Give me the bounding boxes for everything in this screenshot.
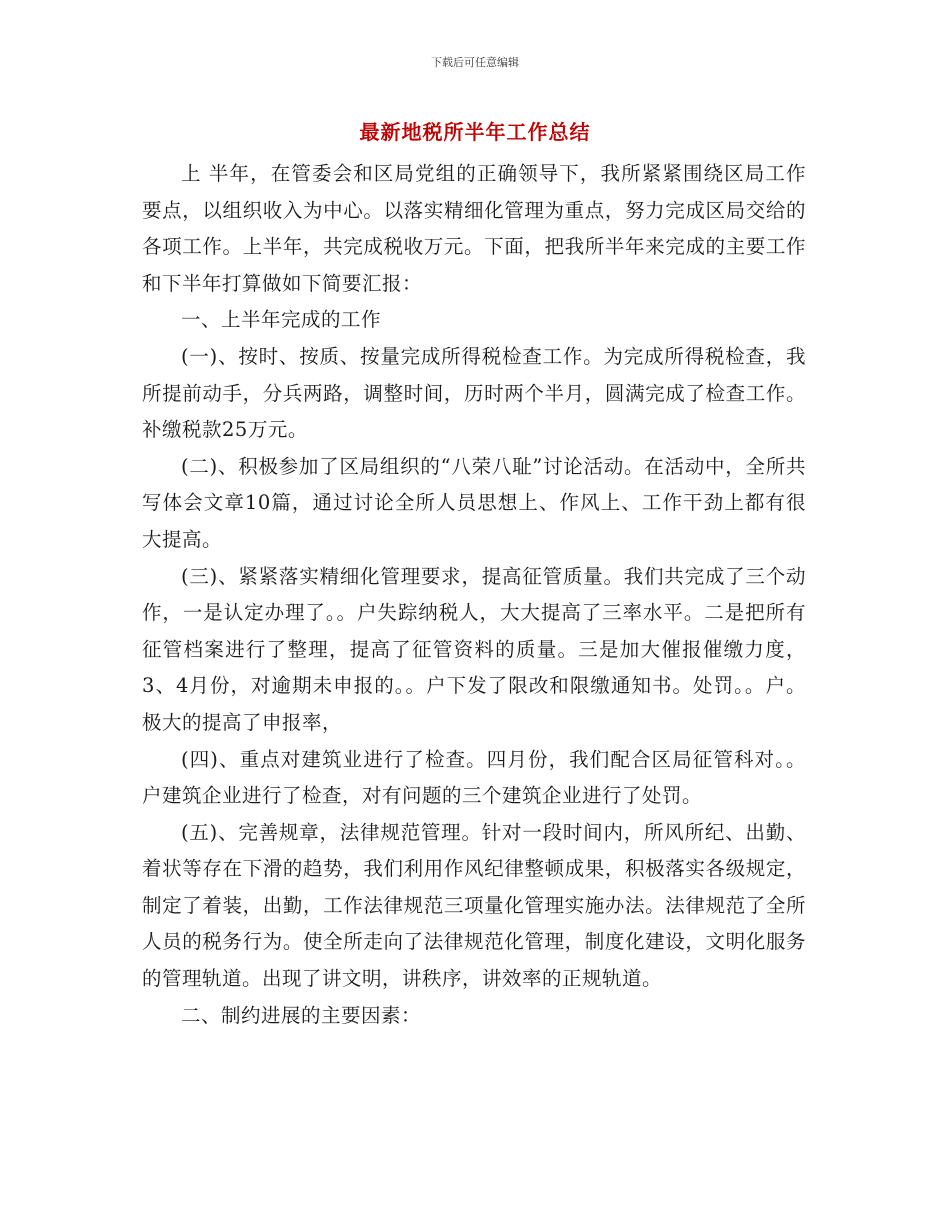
paragraph-intro: 上 半年，在管委会和区局党组的正确领导下，我所紧紧围绕区局工作要点，以组织收入为中心。以落实精细化管理为重点，努力完成区局交给的各项工作。上半年，共完成税收万元。下面，把我所半年来完成的主要工作和下半年打算做如下简要汇报： xyxy=(142,162,806,295)
document-body xyxy=(142,156,806,1034)
paragraph-item-1: (一)、按时、按质、按量完成所得税检查工作。为完成所得税检查，我所提前动手，分兵两路，调整时间，历时两个半月，圆满完成了检查工作。补缴税款25万元。 xyxy=(142,344,806,442)
page-title: 最新地税所半年工作总结 xyxy=(359,120,591,144)
paragraph-item-3: (三)、紧紧落实精细化管理要求，提高征管质量。我们共完成了三个动作，一是认定办理了。。户失踪纳税人，大大提高了三率水平。二是把所有征管档案进行了整理，提高了征管资料的质量。三是加大催报催缴力度，3、4月份，对逾期未申报的。。户下发了限改和限缴通知书。处罚。。户。极大的提高了申报率， xyxy=(142,564,806,734)
paragraph-item-5: (五)、完善规章，法律规范管理。针对一段时间内，所风所纪、出勤、着状等存在下滑的趋势，我们利用作风纪律整顿成果，积极落实各级规定，制定了着装，出勤，工作法律规范三项量化管理实施办法。法律规范了全所人员的税务行为。使全所走向了法律规范化管理，制度化建设，文明化服务的管理轨道。出现了讲文明，讲秩序，讲效率的正规轨道。 xyxy=(142,820,806,991)
header-note: 下载后可任意编辑 xyxy=(431,56,519,69)
paragraph-item-4: (四)、重点对建筑业进行了检查。四月份，我们配合区局征管科对。。户建筑企业进行了检查，对有问题的三个建筑企业进行了处罚。 xyxy=(142,747,806,808)
paragraph-item-2: (二)、积极参加了区局组织的“八荣八耻”讨论活动。在活动中，全所共写体会文章10篇，通过讨论全所人员思想上、作风上、工作干劲上都有很大提高。 xyxy=(142,454,806,551)
section-heading-2: 二、制约进展的主要因素： xyxy=(181,1003,422,1027)
section-heading-1: 一、上半年完成的工作 xyxy=(181,308,382,332)
